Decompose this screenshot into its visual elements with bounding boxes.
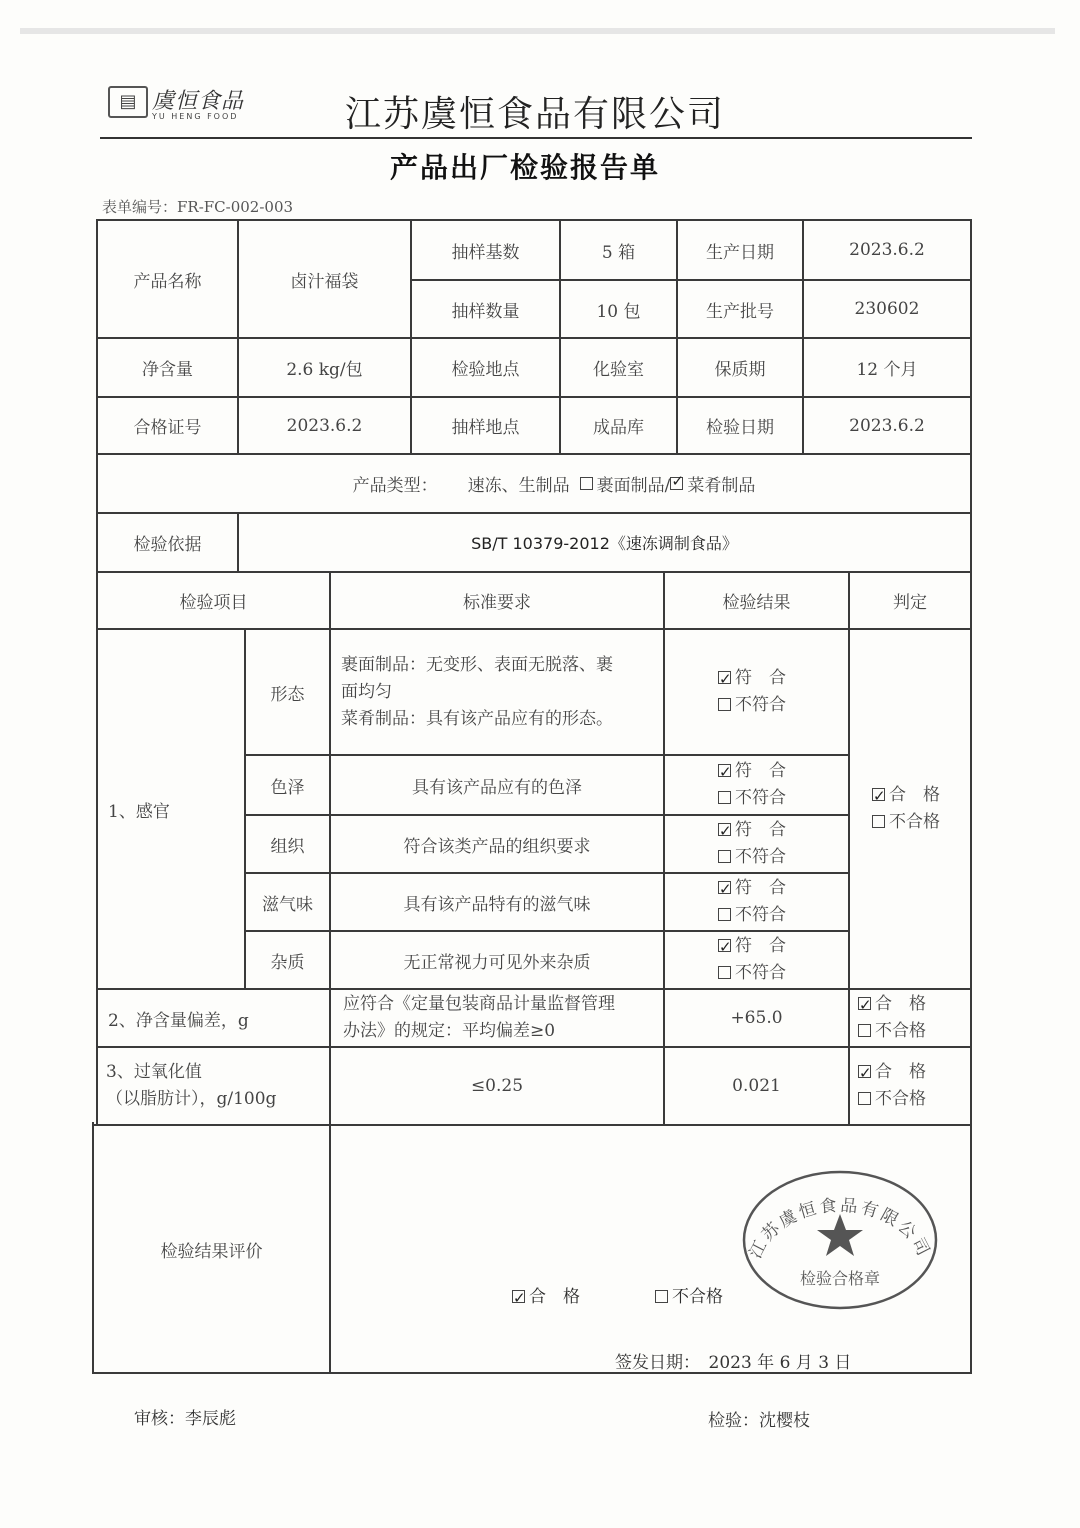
batch-value: 230602 [854, 299, 920, 319]
col-item-header: 检验项目 [179, 593, 248, 613]
sample-qty-value: 10 包 [596, 301, 641, 322]
taste-requirement: 具有该产品特有的滋气味 [403, 894, 591, 915]
col-judge-header: 判定 [893, 593, 927, 613]
col-result-header: 检验结果 [722, 593, 791, 613]
form-req-line-1: 裹面制品：无变形、表面无脱落、裹 [341, 654, 613, 675]
eval-fail-option [655, 1284, 723, 1311]
net-dev-pass-label: 合 格 [875, 994, 926, 1014]
tissue-conform-label: 符 合 [735, 820, 786, 840]
category-checkbox-coated [580, 477, 593, 490]
net-dev-result: +65.0 [730, 1008, 783, 1028]
cert-no-value: 2023.6.2 [286, 415, 363, 436]
category-option-dish: 菜肴制品 [687, 476, 756, 496]
tissue-nonconform-checkbox [718, 850, 731, 863]
inspect-place-value: 化验室 [593, 360, 644, 380]
product-category-row [98, 455, 970, 512]
impurity-result [718, 932, 848, 988]
inspect-date-label: 检验日期 [706, 418, 774, 438]
inspection-seal [740, 1162, 940, 1310]
form-number: 表单编号：FR-FC-002-003 [102, 198, 294, 216]
net-dev-requirement [331, 990, 663, 1046]
cert-no-label: 合格证号 [133, 418, 202, 438]
company-logo [108, 84, 284, 124]
net-content-value: 2.6 kg/包 [286, 360, 363, 380]
sensory-pass-checkbox [872, 788, 885, 801]
product-name-label: 产品名称 [133, 271, 202, 292]
color-requirement: 具有该产品应有的色泽 [412, 777, 582, 798]
prod-date-label: 生产日期 [706, 242, 774, 263]
shelf-life-value: 12 个月 [856, 360, 918, 380]
impurity-conform-label: 符 合 [735, 936, 786, 956]
category-option-coated: 裹面制品/ [596, 476, 671, 496]
form-conform-label: 符 合 [735, 668, 786, 688]
form-label: 形态 [270, 684, 305, 705]
seal-company-text: 江苏虞恒食品有限公司 [745, 1195, 935, 1262]
sensory-label: 1、感官 [108, 801, 170, 822]
form-req-line-2: 面均匀 [341, 681, 392, 702]
taste-conform-checkbox [718, 881, 731, 894]
sample-place-label: 抽样地点 [451, 418, 520, 438]
color-nonconform-label: 不符合 [735, 788, 786, 808]
logo-emblem-icon: ▤ [108, 86, 148, 118]
net-dev-label: 2、净含量偏差，g [108, 1010, 249, 1031]
eval-pass-checkbox [512, 1290, 525, 1303]
taste-result [718, 874, 848, 930]
impurity-conform-checkbox [718, 939, 731, 952]
color-nonconform-checkbox [718, 791, 731, 804]
taste-nonconform-label: 不符合 [735, 905, 786, 925]
net-dev-req-line-2: 办法》的规定：平均偏差≥0 [343, 1021, 556, 1041]
product-name-value: 卤汁福袋 [290, 271, 359, 292]
peroxide-judgement [858, 1048, 970, 1124]
peroxide-label-line-2: （以脂肪计），g/100g [106, 1089, 277, 1109]
net-dev-fail-label: 不合格 [875, 1021, 926, 1041]
taste-nonconform-checkbox [718, 908, 731, 921]
eval-pass-label: 合 格 [529, 1287, 580, 1307]
shelf-life-label: 保质期 [714, 360, 766, 380]
scan-edge-line [20, 28, 1055, 34]
tissue-nonconform-label: 不符合 [735, 847, 786, 867]
category-prefix: 速冻、生制品 [467, 476, 570, 496]
net-dev-req-line-1: 应符合《定量包装商品计量监督管理 [343, 994, 615, 1014]
peroxide-label [98, 1048, 329, 1124]
seal-sub-text: 检验合格章 [799, 1269, 881, 1288]
issue-date: 签发日期： 2023 年 6 月 3 日 [615, 1353, 852, 1373]
tissue-conform-checkbox [718, 823, 731, 836]
peroxide-pass-checkbox [858, 1065, 871, 1078]
inspect-date-value: 2023.6.2 [849, 415, 925, 436]
prod-date-value: 2023.6.2 [849, 240, 925, 260]
peroxide-fail-checkbox [858, 1092, 871, 1105]
color-result [718, 756, 848, 814]
basis-label: 检验依据 [133, 535, 202, 555]
eval-fail-checkbox [655, 1290, 668, 1303]
header-rule [100, 137, 972, 139]
sample-base-label: 抽样基数 [451, 242, 520, 263]
company-name: 江苏虞恒食品有限公司 [345, 94, 726, 135]
impurity-requirement: 无正常视力可见外来杂质 [403, 952, 591, 973]
sensory-fail-checkbox [872, 815, 885, 828]
seal-star-icon [817, 1214, 863, 1256]
category-checkbox-dish [670, 477, 683, 490]
logo-subtext: YU HENG FOOD [152, 112, 239, 121]
taste-label: 滋气味 [262, 894, 313, 915]
basis-value: SB/T 10379-2012《速冻调制食品》 [471, 534, 738, 553]
eval-pass-option [512, 1284, 580, 1311]
color-label: 色泽 [270, 777, 305, 798]
sensory-fail-label: 不合格 [889, 812, 940, 832]
logo-text: 虞恒食品 [152, 89, 245, 114]
impurity-nonconform-label: 不符合 [735, 963, 786, 983]
col-req-header: 标准要求 [463, 593, 531, 613]
category-label: 产品类型： [352, 476, 438, 496]
taste-conform-label: 符 合 [735, 878, 786, 898]
peroxide-fail-label: 不合格 [875, 1089, 926, 1109]
net-dev-fail-checkbox [858, 1024, 871, 1037]
net-content-label: 净含量 [142, 360, 193, 380]
sample-qty-label: 抽样数量 [451, 301, 520, 322]
form-conform-checkbox [718, 671, 731, 684]
eval-fail-label: 不合格 [672, 1287, 723, 1307]
sample-place-value: 成品库 [593, 418, 644, 438]
reviewer-signature: 审核：李辰彪 [134, 1409, 236, 1429]
impurity-label: 杂质 [270, 952, 305, 973]
eval-label: 检验结果评价 [160, 1241, 263, 1262]
peroxide-result: 0.021 [732, 1076, 781, 1096]
peroxide-label-line-1: 3、过氧化值 [106, 1062, 202, 1082]
form-nonconform-label: 不符合 [735, 695, 786, 715]
report-title: 产品出厂检验报告单 [390, 151, 661, 184]
color-conform-checkbox [718, 764, 731, 777]
tissue-label: 组织 [270, 836, 305, 857]
sensory-judgement [872, 630, 970, 988]
form-req-line-3: 菜肴制品：具有该产品应有的形态。 [341, 708, 613, 729]
tissue-result [718, 816, 848, 872]
impurity-nonconform-checkbox [718, 966, 731, 979]
inspect-place-label: 检验地点 [451, 360, 520, 380]
form-requirement [331, 630, 663, 754]
sensory-pass-label: 合 格 [889, 785, 940, 805]
color-conform-label: 符 合 [735, 761, 786, 781]
form-nonconform-checkbox [718, 698, 731, 711]
net-dev-pass-checkbox [858, 997, 871, 1010]
tissue-requirement: 符合该类产品的组织要求 [403, 836, 591, 857]
sample-base-value: 5 箱 [601, 242, 636, 263]
inspector-signature: 检验：沈樱枝 [708, 1411, 810, 1431]
peroxide-requirement: ≤0.25 [470, 1076, 524, 1096]
form-result [718, 630, 848, 754]
batch-label: 生产批号 [706, 301, 774, 322]
peroxide-pass-label: 合 格 [875, 1062, 926, 1082]
net-dev-judgement [858, 990, 970, 1046]
